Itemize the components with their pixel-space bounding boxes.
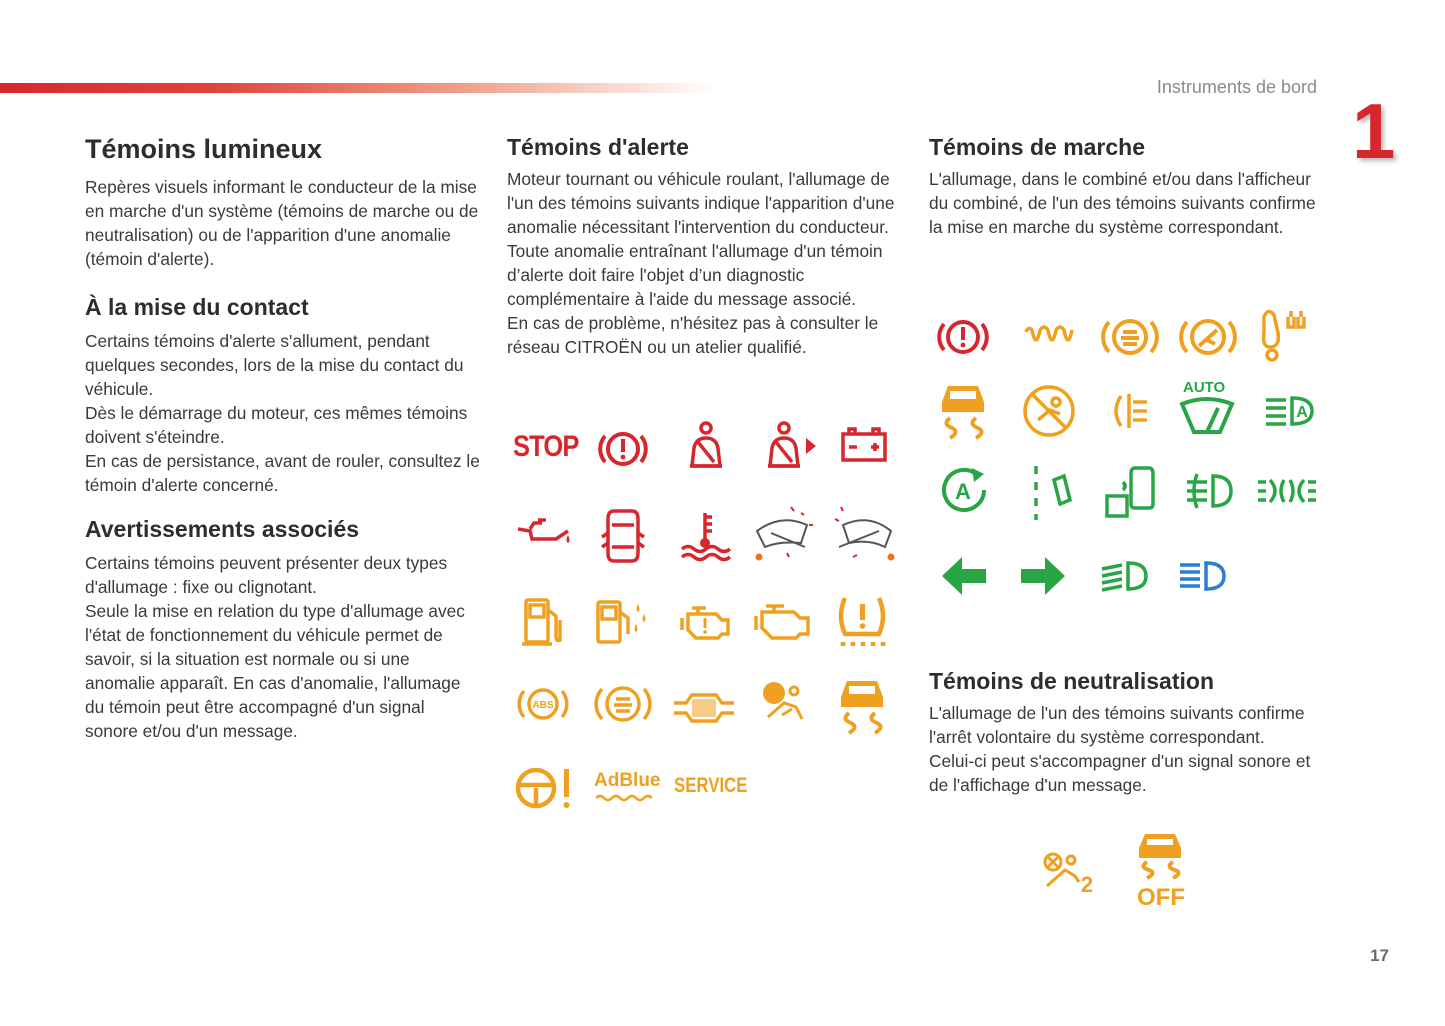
esp-icon	[592, 673, 654, 735]
parking-brake-icon	[932, 306, 994, 368]
preheating-icon	[1018, 306, 1080, 368]
stop-start-icon	[932, 460, 994, 522]
warnings-heading: Avertissements associés	[85, 516, 360, 542]
auto-headlamp-icon	[1256, 380, 1318, 442]
column-deactivation-lights	[929, 667, 1329, 797]
adblue-wave-icon	[596, 794, 652, 802]
seatbelt-passenger-icon	[758, 416, 820, 478]
auto-wiper-icon	[1176, 396, 1238, 440]
main-title: Témoins lumineux	[85, 134, 323, 164]
battery-icon	[833, 416, 895, 478]
contact-text: Certains témoins d'alerte s'allument, pendant quelques secondes, lors de la mise du contact du véhicule.	[85, 331, 464, 399]
airbag-off-icon	[1037, 842, 1097, 904]
left-indicator-icon	[932, 545, 994, 607]
auto-wiper-label: AUTO	[1183, 379, 1226, 396]
tyre-pressure-icon	[831, 590, 893, 652]
passenger-airbag-off-icon	[1018, 380, 1080, 442]
chapter-number: 1	[1352, 87, 1396, 175]
esp-active-icon	[932, 380, 994, 442]
abs-icon	[512, 673, 574, 735]
low-fuel-icon	[512, 590, 574, 652]
section-header: Instruments de bord	[1156, 77, 1317, 97]
deactivation-text-2: Celui-ci peut s'accompagner d'un signal sonore et de l'affichage d'un message.	[929, 751, 1311, 795]
contact-heading: À la mise du contact	[85, 294, 309, 320]
warning-lights-text-3: En cas de problème, n'hésitez pas à consulter le réseau CITROËN ou un atelier qualifié.	[507, 313, 879, 357]
front-fog-light-icon	[1177, 460, 1239, 522]
top-accent-bar	[0, 83, 715, 93]
skid-control-icon	[831, 673, 893, 735]
warnings-text-2: Seule la mise en relation du type d'allumage avec l'état de fonctionnement du véhicule permet de savoir, si la situation est normale ou si une anomalie apparaît. En cas d'anomalie, l'allumage du témoin peut être accompagné d'un signal sonore et/ou d'un message.	[85, 601, 465, 741]
foot-on-brake-icon	[1254, 303, 1316, 365]
airbag-icon	[752, 673, 814, 735]
column-indicator-lights	[85, 133, 480, 743]
warning-lights-text-2: Toute anomalie entraînant l'allumage d'un témoin d’alerte doit faire l'objet d’un diagnostic complémentaire à l'aide du message associé.	[507, 241, 883, 309]
svg-text:2: 2	[1080, 872, 1094, 897]
column-warning-lights	[507, 133, 902, 359]
right-indicator-icon	[1013, 545, 1075, 607]
electric-parking-brake-icon	[1099, 306, 1161, 368]
engine-fault-icon	[752, 590, 814, 652]
particle-filter-icon	[672, 675, 736, 737]
svg-text:ABS: ABS	[532, 700, 554, 711]
stop-icon: STOP	[513, 430, 579, 463]
fuel-gauge-icon	[751, 503, 821, 565]
deactivation-text: L'allumage de l'un des témoins suivants confirme l'arrêt volontaire du système correspondant.	[929, 703, 1305, 747]
sidelights-icon	[1256, 460, 1318, 522]
blind-spot-icon	[1099, 460, 1161, 522]
esp-off-icon	[1129, 830, 1191, 882]
adblue-icon: AdBlue	[594, 770, 661, 791]
svg-text:A: A	[955, 479, 971, 504]
contact-text-2: Dès le démarrage du moteur, ces mêmes témoins doivent s'éteindre.	[85, 403, 468, 447]
intro-text: Repères visuels informant le conducteur de la mise en marche d'un système (témoins de marche ou de neutralisation) ou de l'apparition d'une anomalie (témoin d'alerte).	[85, 177, 479, 269]
temperature-gauge-icon	[829, 503, 899, 565]
hill-assist-icon	[1177, 306, 1239, 368]
deactivation-heading: Témoins de neutralisation	[929, 668, 1214, 694]
lane-departure-icon	[1018, 460, 1080, 522]
power-steering-icon	[512, 757, 574, 819]
dipped-beam-icon	[1094, 545, 1156, 607]
running-lights-heading: Témoins de marche	[929, 134, 1146, 160]
column-running-lights	[929, 133, 1329, 239]
rear-fog-light-icon	[1099, 380, 1161, 442]
door-open-icon	[592, 503, 654, 565]
warning-lights-heading: Témoins d'alerte	[507, 134, 689, 160]
coolant-temperature-icon	[674, 503, 736, 565]
contact-text-3: En cas de persistance, avant de rouler, consultez le témoin d'alerte concerné.	[85, 451, 480, 495]
page-number: 17	[1370, 946, 1389, 965]
diesel-water-icon	[592, 590, 654, 652]
warning-lights-text: Moteur tournant ou véhicule roulant, l'allumage de l'un des témoins suivants indique l'apparition d'une anomalie nécessitant l'intervention du conducteur.	[507, 169, 895, 237]
esp-off-label: OFF	[1137, 884, 1185, 911]
running-lights-text: L'allumage, dans le combiné et/ou dans l'afficheur du combiné, de l'un des témoins suivants confirme la mise en marche du système correspondant.	[929, 169, 1316, 237]
brake-warning-icon	[592, 418, 654, 480]
seatbelt-icon	[674, 416, 736, 478]
oil-pressure-icon	[512, 503, 574, 565]
main-beam-icon	[1172, 545, 1234, 607]
engine-fault-small-icon	[674, 590, 736, 652]
warnings-text: Certains témoins peuvent présenter deux types d'allumage : fixe ou clignotant.	[85, 553, 448, 597]
service-icon: SERVICE	[674, 774, 748, 797]
svg-text:A: A	[1296, 404, 1308, 421]
